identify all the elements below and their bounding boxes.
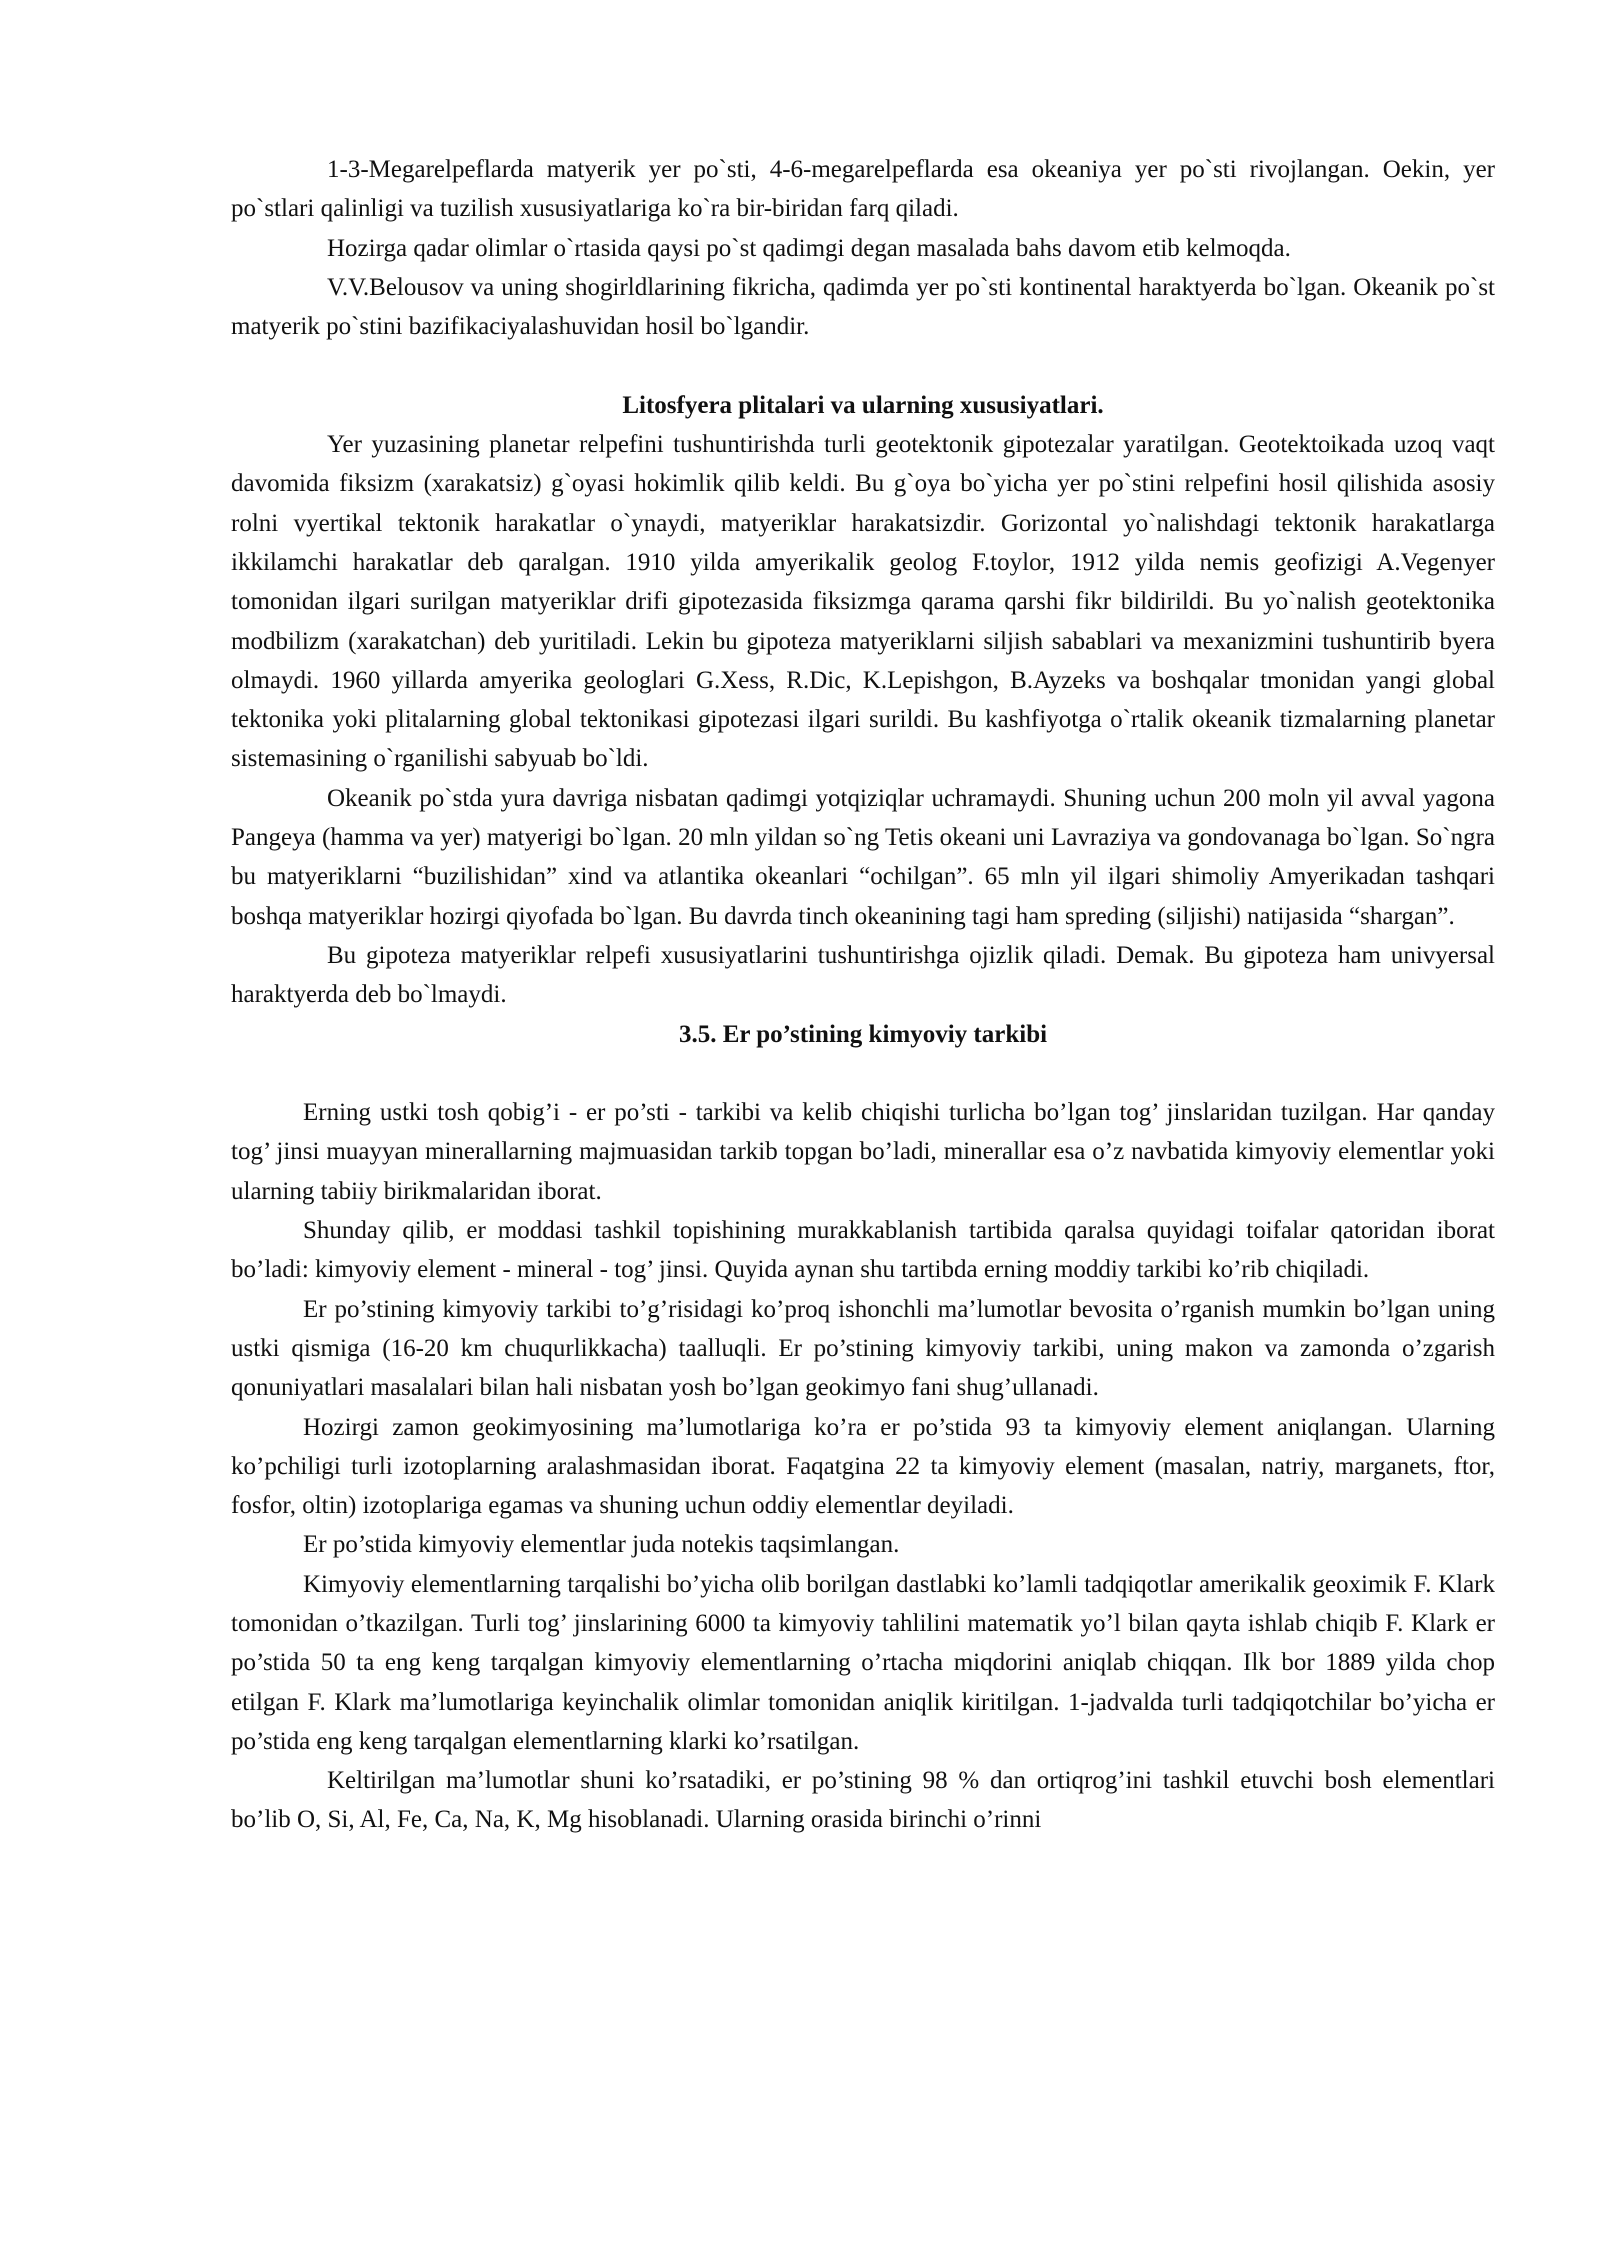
paragraph: Hozirga qadar olimlar o`rtasida qaysi po`st qadimgi degan masalada bahs davom etib kelmoqda. <box>327 234 1291 262</box>
document-page <box>231 150 1495 1840</box>
paragraph: V.V.Belousov va uning shogirldlarining fikricha, qadimda yer po`sti kontinental haraktyerda bo`lgan. Okeanik po`st matyerik po`stini bazifikaciyalashuvidan hosil bo`lgandir. <box>231 273 1495 341</box>
paragraph: Er po’stida kimyoviy elementlar juda notekis taqsimlangan. <box>303 1531 900 1559</box>
paragraph: Bu gipoteza matyeriklar relpefi xususiyatlarini tushuntirishga ojizlik qiladi. Demak. Bu gipoteza ham univyersal haraktyerda deb bo`lmaydi. <box>231 941 1495 1009</box>
paragraph: Keltirilgan ma’lumotlar shuni ko’rsatadiki, er po’stining 98 % dan ortiqrog’ini tashkil etuvchi bosh elementlari bo’lib O, Si, Al, Fe, Ca, Na, K, Mg hisoblanadi. Ularning orasida birinchi o’rinni <box>231 1767 1495 1834</box>
paragraph: Kimyoviy elementlarning tarqalishi bo’yicha olib borilgan dastlabki ko’lamli tadqiqotlar amerikalik geoximik F. Klark tomonidan o’tkazilgan. Turli tog’ jinslarining 6000 ta kimyoviy tahlilini matematik yo’l bilan qayta ishlab chiqib F. Klark er po’stida 50 ta eng keng tarqalgan kimyoviy elementlarning o’rtacha miqdorini aniqlab chiqqan. Ilk bor 1889 yilda chop etilgan F. Klark ma’lumotlariga keyinchalik olimlar tomonidan aniqlik kiritilgan. 1-jadvalda turli tadqiqotchilar bo’yicha er po’stida eng keng tarqalgan elementlarning klarki ko’rsatilgan. <box>231 1570 1495 1755</box>
paragraph: Yer yuzasining planetar relpefini tushuntirishda turli geotektonik gipotezalar yaratilgan. Geotektoikada uzoq vaqt davomida fiksizm (xarakatsiz) g`oyasi hokimlik qilib keldi. Bu g`oya bo`yicha yer po`stini relpefini hosil qilishida asosiy rolni vyertikal tektonik harakatlar o`ynaydi, matyeriklar harakatsizdir. Gorizontal yo`nalishdagi tektonik harakatlarga ikkilamchi harakatlar deb qaralgan. 1910 yilda amyerikalik geolog F.toylor, 1912 yilda nemis geofizigi A.Vegenyer tomonidan ilgari surilgan matyeriklar drifi gipotezasida fiksizmga qarama qarshi fikr bildirildi. Bu yo`nalish geotektonika modbilizm (xarakatchan) deb yuritiladi. Lekin bu gipoteza matyeriklarni siljish sabablari va mexanizmini tushuntirib byera olmaydi. 1960 yillarda amyerika geologlari G.Xess, R.Dic, K.Lepishgon, B.Ayzeks va boshqalar tmonidan yangi global tektonika yoki plitalarning global tektonikasi gipotezasi ilgari surildi. Bu kashfiyotga o`rtalik okeanik tizmalarning planetar sistemasining o`rganilishi sabyuab bo`ldi. <box>231 431 1495 773</box>
section-heading: Litosfyera plitalari va ularning xususiyatlari. <box>622 391 1104 419</box>
paragraph: Hozirgi zamon geokimyosining ma’lumotlariga ko’ra er po’stida 93 ta kimyoviy element aniqlangan. Ularning ko’pchiligi turli izotoplarning aralashmasidan iborat. Faqatgina 22 ta kimyoviy element (masalan, natriy, marganets, ftor, fosfor, oltin) izotoplariga egamas va shuning uchun oddiy elementlar deyiladi. <box>231 1413 1495 1520</box>
paragraph: Okeanik po`stda yura davriga nisbatan qadimgi yotqiziqlar uchramaydi. Shuning uchun 200 moln yil avval yagona Pangeya (hamma va yer) matyerigi bo`lgan. 20 mln yildan so`ng Tetis okeani uni Lavraziya va gondovanaga bo`lgan. So`ngra bu matyeriklarni “buzilishidan” xind va atlantika okeanlari “ochilgan”. 65 mln yil ilgari shimoliy Amyerikadan tashqari boshqa matyeriklar hozirgi qiyofada bo`lgan. Bu davrda tinch okeanining tagi ham spreding (siljishi) natijasida “shargan”. <box>231 784 1495 930</box>
paragraph: 1-3-Megarelpeflarda matyerik yer po`sti, 4-6-megarelpeflarda esa okeaniya yer po`sti rivojlangan. Oekin, yer po`stlari qalinligi va tuzilish xususiyatlariga ko`ra bir-biridan farq qiladi. <box>231 156 1495 223</box>
paragraph: Shunday qilib, er moddasi tashkil topishining murakkablanish tartibida qaralsa quyidagi toifalar qatoridan iborat bo’ladi: kimyoviy element - mineral - tog’ jinsi. Quyida aynan shu tartibda erning moddiy tarkibi ko’rib chiqiladi. <box>231 1217 1495 1284</box>
section-heading: 3.5. Er po’stining kimyoviy tarkibi <box>678 1020 1048 1048</box>
spacer <box>231 1054 1495 1093</box>
spacer <box>231 346 1495 385</box>
paragraph: Erning ustki tosh qobig’i - er po’sti - tarkibi va kelib chiqishi turlicha bo’lgan tog’ jinslaridan tuzilgan. Har qanday tog’ jinsi muayyan minerallarning majmuasidan tarkib topgan bo’ladi, minerallar esa o’z navbatida kimyoviy elementlar yoki ularning tabiiy birikmalaridan iborat. <box>231 1099 1495 1205</box>
paragraph: Er po’stining kimyoviy tarkibi to’g’risidagi ko’proq ishonchli ma’lumotlar bevosita o’rganish mumkin bo’lgan uning ustki qismiga (16-20 km chuqurlikkacha) taalluqli. Er po’stining kimyoviy tarkibi, uning makon va zamonda o’zgarish qonuniyatlari masalalari bilan hali nisbatan yosh bo’lgan geokimyo fani shug’ullanadi. <box>231 1295 1495 1402</box>
